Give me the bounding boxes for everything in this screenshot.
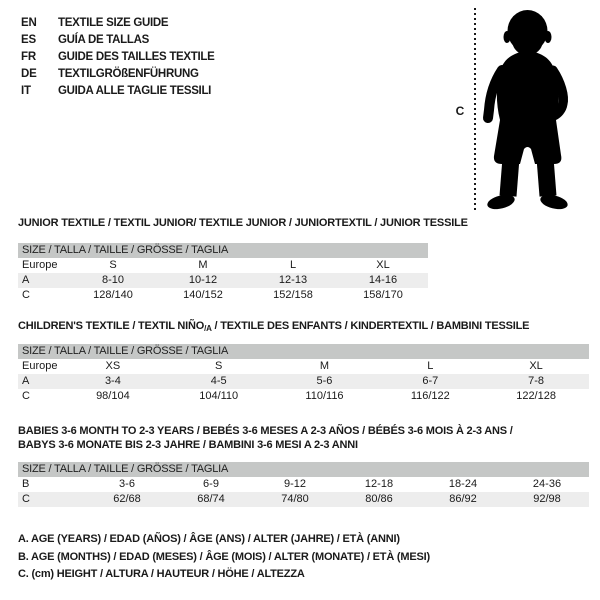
table-row-height [18,492,589,507]
table-row-age [18,374,589,389]
height-value: 62/68 [113,493,141,505]
height-value: 104/110 [199,390,239,402]
height-value: 80/86 [365,493,393,505]
age-value: 3-6 [119,478,135,490]
title-part: CHILDREN'S TEXTILE / TEXTIL NIÑO [18,320,205,332]
height-value: 128/140 [93,289,133,301]
size-value: XL [376,259,390,271]
age-value: 5-6 [316,375,333,387]
size-value: L [427,360,434,372]
age-value: 6-9 [203,478,219,490]
note-age-months: B. AGE (MONTHS) / EDAD (MESES) / ÂGE (MOIS) / ALTER (MONATE) / ETÀ (MESI) [18,550,430,563]
size-value: M [319,360,330,372]
age-value: 9-12 [283,478,307,490]
language-title-list [21,15,215,100]
height-value: 110/116 [305,390,344,402]
age-value: 24-36 [532,478,562,490]
legend-notes [18,531,430,584]
note-age-years: A. AGE (YEARS) / EDAD (AÑOS) / ÂGE (ANS) / ALTER (JAHRE) / ETÀ (ANNI) [18,533,400,545]
language-row-es [21,32,215,49]
age-value: 12-13 [278,274,308,286]
note-height-cm: C. (cm) HEIGHT / ALTURA / HAUTEUR / HÖHE / ALTEZZA [18,568,305,580]
age-value: 10-12 [188,274,218,286]
row-label: Europe [22,360,58,372]
table-row-height [18,288,428,303]
section-title-children [18,320,529,333]
size-table-babies [18,462,589,507]
row-label: A [22,375,30,387]
language-row-fr [21,49,215,66]
language-row-de [21,66,215,83]
guide-title-es: GUÍA DE TALLAS [58,34,149,46]
babies-title-line1: BABIES 3-6 MONTH TO 2-3 YEARS / BEBÉS 3-6 MESES A 2-3 AÑOS / BÉBÉS 3-6 MOIS À 2-3 ANS / [18,425,513,437]
size-table-children [18,344,589,404]
language-code: ES [21,34,36,46]
language-code: EN [21,17,37,29]
row-label: A [22,274,30,286]
size-header-bar: SIZE / TALLA / TAILLE / GRÖSSE / TAGLIA [18,344,589,359]
size-value: M [198,259,208,271]
row-label: C [22,289,30,301]
size-value: XS [105,360,121,372]
language-row-it [21,83,215,100]
age-value: 18-24 [448,478,478,490]
age-value: 3-4 [104,375,121,387]
language-code: DE [21,68,37,80]
guide-title-en: TEXTILE SIZE GUIDE [58,17,169,29]
height-value: 68/74 [197,493,225,505]
age-value: 12-18 [364,478,394,490]
language-row-en [21,15,215,32]
babies-title-line2: BABYS 3-6 MONATE BIS 2-3 JAHRE / BAMBINI 3-6 MESI A 2-3 ANNI [18,438,358,451]
height-value: 152/158 [273,289,313,301]
title-sub: /A [204,324,212,333]
row-label: C [22,493,30,505]
size-header-bar: SIZE / TALLA / TAILLE / GRÖSSE / TAGLIA [18,462,589,477]
table-row-height [18,389,589,404]
section-title-babies [18,425,513,452]
age-value: 4-5 [210,375,227,387]
section-title-junior: JUNIOR TEXTILE / TEXTIL JUNIOR/ TEXTILE JUNIOR / JUNIORTEXTIL / JUNIOR TESSILE [18,217,468,229]
table-row-europe [18,258,428,273]
height-value: 86/92 [449,493,477,505]
guide-title-it: GUIDA ALLE TAGLIE TESSILI [58,85,212,97]
size-value: S [215,360,223,372]
age-value: 6-7 [422,375,439,387]
size-value: L [289,259,297,271]
size-value: XL [529,360,543,372]
age-value: 14-16 [368,274,398,286]
height-value: 92/98 [533,493,561,505]
age-value: 7-8 [528,375,545,387]
height-value: 140/152 [183,289,223,301]
size-table-junior [18,243,428,303]
table-row-age-months [18,477,589,492]
height-value: 98/104 [96,390,130,402]
title-part: / TEXTILE DES ENFANTS / KINDERTEXTIL / BAMBINI TESSILE [211,320,530,332]
row-label: C [22,390,30,402]
language-code: FR [21,51,36,63]
height-measure-dotted-line [474,8,476,211]
row-label: B [22,478,30,490]
size-header-bar: SIZE / TALLA / TAILLE / GRÖSSE / TAGLIA [18,243,428,258]
height-value: 158/170 [363,289,403,301]
height-value: 122/128 [516,390,556,402]
height-value: 74/80 [281,493,309,505]
size-value: S [109,259,117,271]
language-code: IT [21,85,31,97]
baby-silhouette-icon [482,8,570,212]
age-value: 8-10 [101,274,125,286]
row-label: Europe [22,259,58,271]
table-row-europe [18,359,589,374]
height-measure-label: C [455,104,465,118]
guide-title-fr: GUIDE DES TAILLES TEXTILE [58,51,215,63]
guide-title-de: TEXTILGRÖßENFÜHRUNG [58,68,199,80]
height-value: 116/122 [410,390,450,402]
table-row-age [18,273,428,288]
